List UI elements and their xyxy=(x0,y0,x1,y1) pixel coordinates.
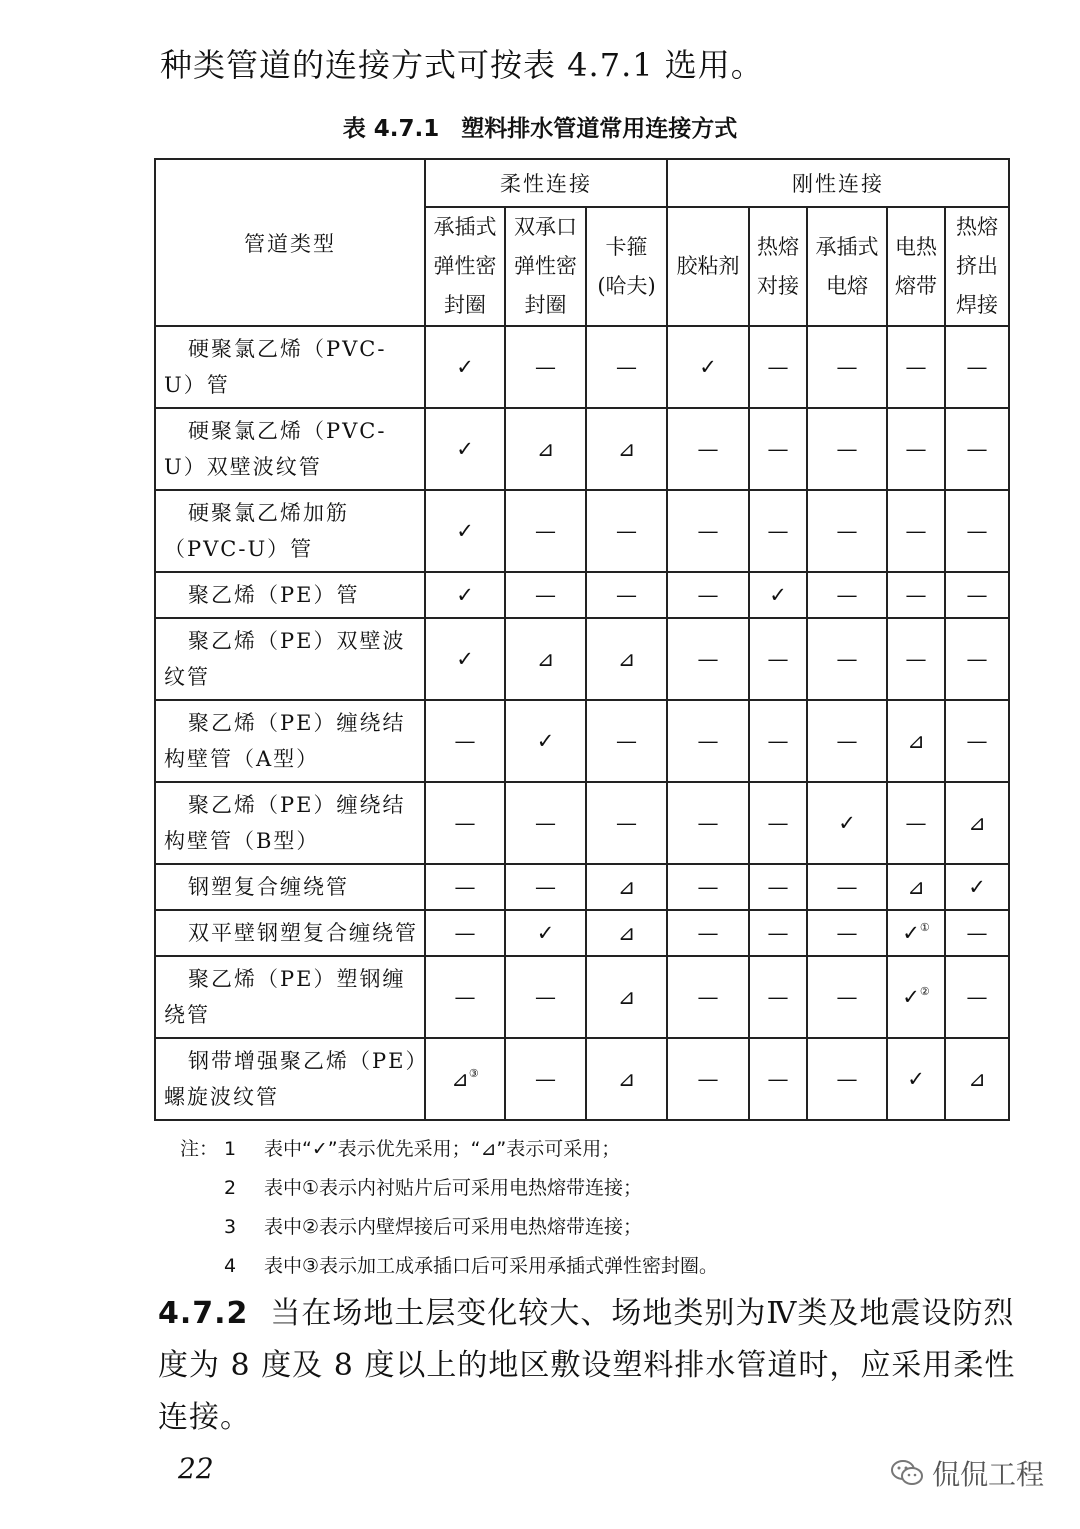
connection-mark-cell: — xyxy=(807,700,887,782)
connection-mark-cell: ✓ xyxy=(749,572,807,618)
connection-mark-cell: — xyxy=(807,864,887,910)
connection-mark-cell: — xyxy=(749,956,807,1038)
column-header-line: 热熔 xyxy=(956,215,999,239)
column-header-line: 电热 xyxy=(895,234,938,259)
connection-mark-cell: ⊿ xyxy=(586,408,667,490)
connection-mark-cell: ✓① xyxy=(887,910,945,956)
column-header-line: 封圈 xyxy=(444,293,486,317)
table-title: 塑料排水管道常用连接方式 xyxy=(461,116,738,142)
connection-mark-cell: — xyxy=(505,956,586,1038)
connection-mark-cell: ✓ xyxy=(425,572,505,618)
column-header-line: 胶粘剂 xyxy=(676,254,740,278)
column-header-line: 对接 xyxy=(757,273,800,298)
connection-mark-cell: — xyxy=(945,618,1009,700)
column-header-line: 熔带 xyxy=(895,273,938,298)
connection-mark-cell: — xyxy=(749,910,807,956)
connection-mark-cell: ✓ xyxy=(887,1038,945,1120)
connection-mark-cell: — xyxy=(505,782,586,864)
connection-mark-cell: — xyxy=(887,408,945,490)
table-row xyxy=(155,700,1009,782)
header-rigid: 刚性连接 xyxy=(667,159,1009,207)
column-header-line: 热熔 xyxy=(757,234,800,259)
connection-mark-cell: — xyxy=(807,490,887,572)
connection-mark-cell: — xyxy=(887,326,945,408)
column-header-line: 双承口 xyxy=(514,215,577,239)
connection-mark-cell: — xyxy=(667,1038,749,1120)
note-text: 表中“✓”表示优先采用；“⊿”表示可采用； xyxy=(264,1138,621,1160)
connection-mark-cell: ✓② xyxy=(887,956,945,1038)
note-item xyxy=(180,1247,718,1286)
page-number: 22 xyxy=(178,1452,214,1485)
watermark xyxy=(890,1453,1044,1493)
connection-mark-cell: — xyxy=(945,408,1009,490)
connection-mark-cell: — xyxy=(667,572,749,618)
column-header-line: (哈夫) xyxy=(597,273,656,298)
connection-mark-cell: — xyxy=(586,490,667,572)
connection-mark-cell: — xyxy=(887,572,945,618)
pipe-type-cell: 聚乙烯（PE）塑钢缠绕管 xyxy=(155,956,425,1038)
connection-mark-cell: — xyxy=(945,700,1009,782)
connection-mark-cell: — xyxy=(945,490,1009,572)
connection-mark-cell: — xyxy=(749,618,807,700)
note-text: 表中③表示加工成承插口后可采用承插式弹性密封圈。 xyxy=(264,1255,719,1277)
connection-mark-cell: — xyxy=(505,326,586,408)
pipe-type-cell: 硬聚氯乙烯（PVC-U）双壁波纹管 xyxy=(155,408,425,490)
pipe-type-cell: 聚乙烯（PE）双壁波纹管 xyxy=(155,618,425,700)
connection-mark-cell: — xyxy=(586,572,667,618)
connection-mark-cell: — xyxy=(425,910,505,956)
connection-mark-cell: — xyxy=(425,700,505,782)
connection-mark-cell: — xyxy=(425,782,505,864)
connection-mark-cell: — xyxy=(505,1038,586,1120)
column-header-line: 承插式 xyxy=(433,215,497,239)
note-item xyxy=(180,1208,718,1247)
connection-mark-cell: — xyxy=(749,1038,807,1120)
connection-mark-cell: ✓ xyxy=(425,326,505,408)
connection-mark-cell: ✓ xyxy=(425,490,505,572)
table-row xyxy=(155,490,1009,572)
connection-mark-cell: — xyxy=(749,782,807,864)
connection-mark-cell: — xyxy=(667,782,749,864)
header-pipe-type: 管道类型 xyxy=(155,159,425,326)
table-number: 表 4.7.1 xyxy=(342,116,440,142)
column-header-line: 弹性密 xyxy=(514,254,577,278)
note-number: 2 xyxy=(224,1177,237,1199)
connection-mark-cell: — xyxy=(887,618,945,700)
wechat-icon xyxy=(890,1458,924,1488)
note-label: 注： xyxy=(180,1138,219,1160)
pipe-type-cell: 钢塑复合缠绕管 xyxy=(155,864,425,910)
connection-mark-cell: — xyxy=(945,956,1009,1038)
connection-mark-cell: — xyxy=(586,700,667,782)
column-header xyxy=(887,207,945,326)
note-number: 1 xyxy=(224,1138,237,1160)
connection-mark-cell: ✓ xyxy=(505,700,586,782)
note-text: 表中①表示内衬贴片后可采用电热熔带连接； xyxy=(264,1177,643,1199)
column-header-line: 弹性密 xyxy=(433,254,497,278)
column-header-line: 挤出 xyxy=(956,254,999,278)
connection-mark-cell: — xyxy=(667,910,749,956)
column-header xyxy=(586,207,667,326)
watermark-text: 侃侃工程 xyxy=(932,1458,1045,1491)
pipe-type-cell: 硬聚氯乙烯（PVC-U）管 xyxy=(155,326,425,408)
note-text: 表中②表示内壁焊接后可采用电热熔带连接； xyxy=(264,1216,643,1238)
connection-mark-cell: — xyxy=(667,408,749,490)
connection-mark-cell: — xyxy=(887,490,945,572)
connection-mark-cell: — xyxy=(505,572,586,618)
column-header xyxy=(667,207,749,326)
table-row xyxy=(155,572,1009,618)
connection-mark-cell: ✓ xyxy=(667,326,749,408)
note-item xyxy=(180,1169,718,1208)
column-header-line: 封圈 xyxy=(524,293,567,317)
connection-mark-cell: ✓ xyxy=(505,910,586,956)
connection-mark-cell: — xyxy=(807,618,887,700)
connection-mark-cell: ✓ xyxy=(945,864,1009,910)
connection-mark-cell: — xyxy=(945,910,1009,956)
connection-mark-cell: — xyxy=(807,1038,887,1120)
table-row xyxy=(155,910,1009,956)
connection-mark-cell: — xyxy=(887,782,945,864)
connection-mark-cell: ⊿ xyxy=(887,864,945,910)
column-header xyxy=(807,207,887,326)
table-notes xyxy=(180,1130,718,1286)
column-header-line: 焊接 xyxy=(956,293,999,317)
connection-mark-cell: ⊿ xyxy=(945,782,1009,864)
connection-mark-cell: — xyxy=(667,700,749,782)
intro-text: 种类管道的连接方式可按表 4.7.1 选用。 xyxy=(160,46,764,84)
connection-mark-cell: ⊿ xyxy=(586,618,667,700)
pipe-type-cell: 聚乙烯（PE）管 xyxy=(155,572,425,618)
connection-mark-cell: ⊿ xyxy=(586,910,667,956)
connection-mark-cell: — xyxy=(807,572,887,618)
connection-mark-cell: ⊿ xyxy=(505,408,586,490)
column-header-line: 电熔 xyxy=(826,273,869,298)
connection-mark-cell: — xyxy=(425,956,505,1038)
section-text: 当在场地土层变化较大、场地类别为Ⅳ类及地震设防烈度为 8 度及 8 度以上的地区敷设塑料排水管道时，应采用柔性连接。 xyxy=(158,1296,1016,1435)
connection-mark-cell: — xyxy=(945,572,1009,618)
connection-mark-cell: ✓ xyxy=(807,782,887,864)
pipe-type-cell: 聚乙烯（PE）缠绕结构壁管（B型） xyxy=(155,782,425,864)
connection-mark-cell: — xyxy=(749,864,807,910)
connection-mark-cell: — xyxy=(425,864,505,910)
connection-mark-cell: ⊿ xyxy=(887,700,945,782)
table-row xyxy=(155,864,1009,910)
pipe-type-cell: 双平壁钢塑复合缠绕管 xyxy=(155,910,425,956)
connection-mark-cell: — xyxy=(807,910,887,956)
connection-mark-cell: ⊿ xyxy=(586,864,667,910)
table-row xyxy=(155,782,1009,864)
section-paragraph xyxy=(158,1288,1018,1444)
connection-mark-cell: — xyxy=(807,408,887,490)
section-number: 4.7.2 xyxy=(158,1296,249,1331)
note-number: 3 xyxy=(224,1216,237,1238)
header-flexible: 柔性连接 xyxy=(425,159,667,207)
note-number: 4 xyxy=(224,1255,237,1277)
column-header xyxy=(749,207,807,326)
connection-mark-cell: — xyxy=(749,408,807,490)
connection-mark-cell: ✓ xyxy=(425,408,505,490)
column-header xyxy=(505,207,586,326)
connection-mark-cell: ⊿ xyxy=(586,956,667,1038)
connection-mark-cell: — xyxy=(945,326,1009,408)
connection-mark-cell: — xyxy=(749,490,807,572)
column-header xyxy=(425,207,505,326)
connection-mark-cell: — xyxy=(807,956,887,1038)
connection-mark-cell: ⊿③ xyxy=(425,1038,505,1120)
connection-mark-cell: ⊿ xyxy=(945,1038,1009,1120)
column-header-line: 承插式 xyxy=(815,234,879,259)
connection-mark-cell: — xyxy=(505,490,586,572)
connection-mark-cell: ✓ xyxy=(425,618,505,700)
table-caption xyxy=(0,110,1080,143)
table-row xyxy=(155,956,1009,1038)
pipe-type-cell: 硬聚氯乙烯加筋（PVC-U）管 xyxy=(155,490,425,572)
table-row xyxy=(155,618,1009,700)
connection-table xyxy=(154,158,1010,1121)
connection-mark-cell: — xyxy=(586,326,667,408)
connection-mark-cell: — xyxy=(667,956,749,1038)
connection-mark-cell: — xyxy=(807,326,887,408)
connection-mark-cell: — xyxy=(749,326,807,408)
table-row xyxy=(155,1038,1009,1120)
connection-mark-cell: ⊿ xyxy=(505,618,586,700)
connection-mark-cell: — xyxy=(505,864,586,910)
table-row xyxy=(155,408,1009,490)
pipe-type-cell: 钢带增强聚乙烯（PE）螺旋波纹管 xyxy=(155,1038,425,1120)
connection-mark-cell: — xyxy=(749,700,807,782)
note-item xyxy=(180,1130,718,1169)
connection-mark-cell: ⊿ xyxy=(586,1038,667,1120)
connection-mark-cell: — xyxy=(667,864,749,910)
pipe-type-cell: 聚乙烯（PE）缠绕结构壁管（A型） xyxy=(155,700,425,782)
table-row xyxy=(155,326,1009,408)
column-header-line: 卡箍 xyxy=(605,234,648,259)
connection-mark-cell: — xyxy=(667,618,749,700)
connection-mark-cell: — xyxy=(586,782,667,864)
column-header xyxy=(945,207,1009,326)
connection-mark-cell: — xyxy=(667,490,749,572)
